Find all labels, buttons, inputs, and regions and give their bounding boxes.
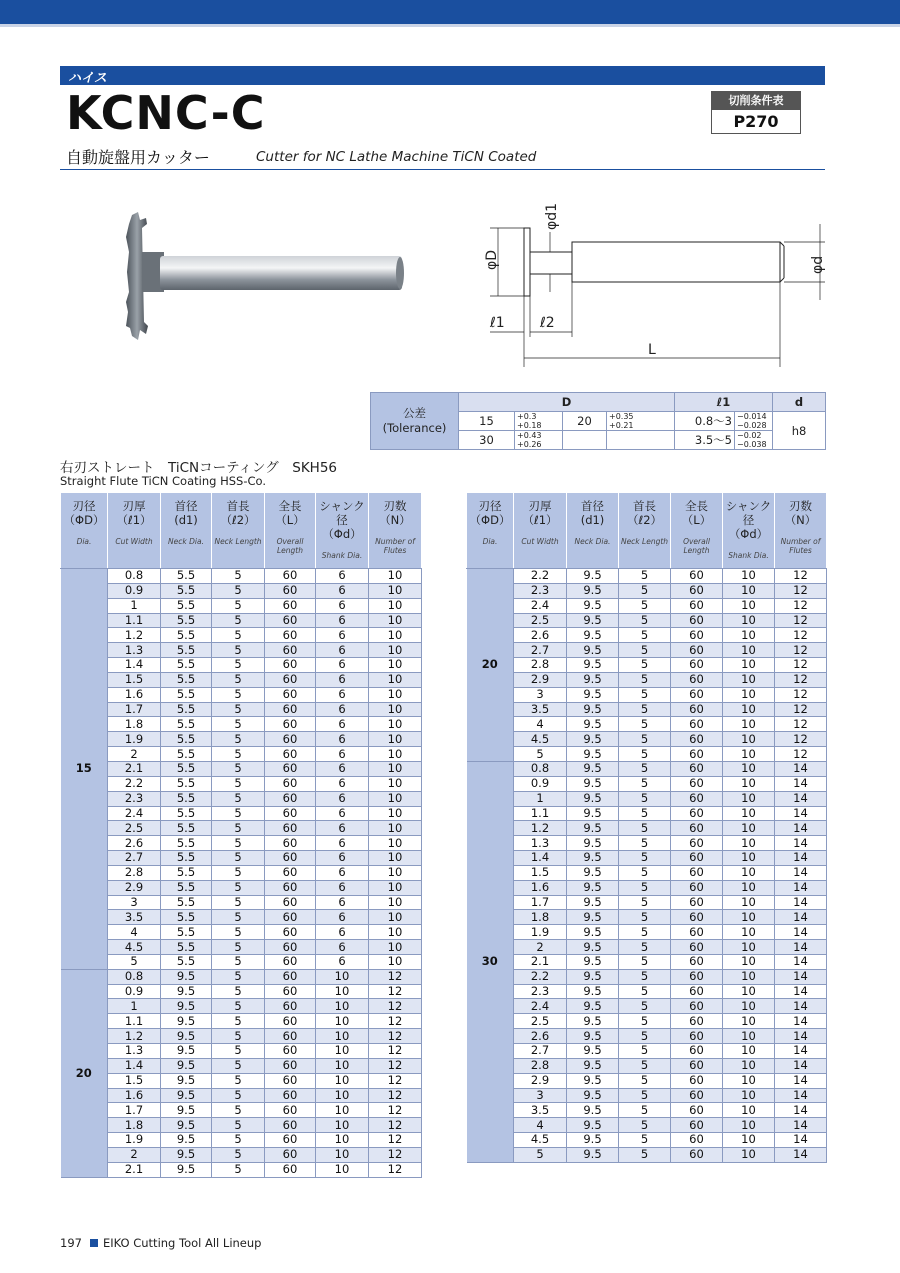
cut-width-cell: 5 [108, 954, 161, 969]
table-row: 1.5 9.5 5 60 10 12 [61, 1073, 422, 1088]
label-phi-d1: φd1 [544, 202, 560, 230]
table-row: 5 9.5 5 60 10 14 [467, 1147, 827, 1162]
table-row: 2.4 9.5 5 60 10 14 [467, 999, 827, 1014]
dia-cell: 15 [61, 569, 108, 970]
label-l2: ℓ2 [540, 315, 555, 331]
table-row: 1.8 5.5 5 60 6 10 [61, 717, 422, 732]
table-row: 2.3 9.5 5 60 10 14 [467, 984, 827, 999]
table-row: 2.7 9.5 5 60 10 14 [467, 1044, 827, 1059]
cut-width-cell: 0.8 [108, 969, 161, 984]
cutting-conditions-label: 切削条件表 [712, 92, 800, 110]
table-row: 1.3 9.5 5 60 10 12 [61, 1044, 422, 1059]
table-row: 1.4 9.5 5 60 10 12 [61, 1058, 422, 1073]
table-row: 2.5 9.5 5 60 10 14 [467, 1014, 827, 1029]
table-row: 2.7 9.5 5 60 10 12 [467, 643, 827, 658]
cut-width-cell: 1.9 [108, 732, 161, 747]
tool-drawing [470, 192, 830, 372]
cut-width-cell: 1.1 [108, 613, 161, 628]
cut-width-cell: 1.6 [514, 880, 567, 895]
page-number: 197 [60, 1236, 82, 1250]
table-row: 2.2 9.5 5 60 10 14 [467, 969, 827, 984]
cut-width-cell: 3.5 [514, 702, 567, 717]
table-row: 3.5 9.5 5 60 10 12 [467, 702, 827, 717]
table-row: 1.1 9.5 5 60 10 12 [61, 1014, 422, 1029]
table-row: 2 5.5 5 60 6 10 [61, 747, 422, 762]
cut-width-cell: 1 [514, 791, 567, 806]
table-row: 1.6 9.5 5 60 10 12 [61, 1088, 422, 1103]
tol-head-l1: ℓ1 [675, 393, 773, 412]
table-row: 2.4 9.5 5 60 10 12 [467, 598, 827, 613]
table-row: 1.3 5.5 5 60 6 10 [61, 643, 422, 658]
cut-width-cell: 2.7 [514, 1044, 567, 1059]
cut-width-cell: 1.8 [108, 1118, 161, 1133]
col-header: 首長 （ℓ2） Neck Length [212, 493, 265, 569]
cut-width-cell: 1.8 [514, 910, 567, 925]
tolerance-table: 公差 (Tolerance) D ℓ1 d 15 +0.3 +0.18 20 +0.35 +0.21 0.8〜3 −0.014 −0.028 h8 30 +0.43 +0.26 3.5〜5 −0.02 −0.038 [370, 392, 826, 450]
cut-width-cell: 1.9 [514, 925, 567, 940]
table-row: 20 2.2 9.5 5 60 10 12 [467, 569, 827, 584]
category-label: ハイス [68, 71, 107, 86]
table-row: 1.6 9.5 5 60 10 14 [467, 880, 827, 895]
cut-width-cell: 0.8 [514, 761, 567, 776]
model-title: KCNC-C [66, 86, 266, 140]
table-row: 1.2 5.5 5 60 6 10 [61, 628, 422, 643]
cut-width-cell: 1 [108, 598, 161, 613]
cut-width-cell: 1.4 [514, 851, 567, 866]
dia-cell: 20 [467, 569, 514, 762]
table-row: 1.8 9.5 5 60 10 12 [61, 1118, 422, 1133]
cut-width-cell: 2.4 [108, 806, 161, 821]
table-row: 2.2 5.5 5 60 6 10 [61, 776, 422, 791]
label-phi-d: φd [810, 255, 826, 274]
cut-width-cell: 5 [514, 1147, 567, 1162]
table-row: 1.7 9.5 5 60 10 14 [467, 895, 827, 910]
cut-width-cell: 1.2 [514, 821, 567, 836]
cut-width-cell: 2.5 [514, 613, 567, 628]
cutting-conditions-box[interactable] [711, 91, 801, 134]
table-row: 2.7 5.5 5 60 6 10 [61, 851, 422, 866]
table-row: 4 9.5 5 60 10 12 [467, 717, 827, 732]
table-row: 1.8 9.5 5 60 10 14 [467, 910, 827, 925]
cut-width-cell: 1.3 [108, 643, 161, 658]
cut-width-cell: 1.5 [108, 1073, 161, 1088]
tol-head-d: d [773, 393, 826, 412]
cut-width-cell: 3 [108, 895, 161, 910]
table-row: 2.9 9.5 5 60 10 14 [467, 1073, 827, 1088]
table-row: 15 0.8 5.5 5 60 6 10 [61, 569, 422, 584]
cut-width-cell: 1.2 [108, 1029, 161, 1044]
table-row: 2.6 9.5 5 60 10 14 [467, 1029, 827, 1044]
cut-width-cell: 2.8 [514, 658, 567, 673]
table-row: 2.5 9.5 5 60 10 12 [467, 613, 827, 628]
cut-width-cell: 2.3 [514, 583, 567, 598]
cut-width-cell: 2.2 [514, 969, 567, 984]
table-row: 2.4 5.5 5 60 6 10 [61, 806, 422, 821]
table-row: 4 9.5 5 60 10 14 [467, 1118, 827, 1133]
col-header: 刃厚 （ℓ1） Cut Width [514, 493, 567, 569]
cut-width-cell: 1.4 [108, 658, 161, 673]
table-row: 1.5 5.5 5 60 6 10 [61, 672, 422, 687]
cutting-conditions-page[interactable]: P270 [733, 112, 779, 131]
table-row: 4.5 9.5 5 60 10 14 [467, 1133, 827, 1148]
cut-width-cell: 1 [108, 999, 161, 1014]
table-row: 1.1 5.5 5 60 6 10 [61, 613, 422, 628]
subtitle-en: Cutter for NC Lathe Machine TiCN Coated [256, 149, 537, 165]
cut-width-cell: 3.5 [514, 1103, 567, 1118]
cut-width-cell: 2.2 [108, 776, 161, 791]
table-row: 4 5.5 5 60 6 10 [61, 925, 422, 940]
table-row: 4.5 9.5 5 60 10 12 [467, 732, 827, 747]
cut-width-cell: 4 [514, 1118, 567, 1133]
tolerance-label: 公差 (Tolerance) [371, 393, 459, 450]
cut-width-cell: 2 [108, 747, 161, 762]
footer [60, 1236, 261, 1250]
table-row: 2.8 9.5 5 60 10 12 [467, 658, 827, 673]
cut-width-cell: 3 [514, 1088, 567, 1103]
label-phi-D: φD [484, 249, 500, 270]
col-header: シャンク径 （Φd） Shank Dia. [723, 493, 775, 569]
cut-width-cell: 2.7 [108, 851, 161, 866]
cut-width-cell: 1.2 [108, 628, 161, 643]
col-header: 全長 （L） Overall Length [265, 493, 316, 569]
table-row: 2.5 5.5 5 60 6 10 [61, 821, 422, 836]
cut-width-cell: 4.5 [514, 732, 567, 747]
cut-width-cell: 2.6 [514, 628, 567, 643]
cut-width-cell: 2.4 [514, 999, 567, 1014]
table-row: 2 9.5 5 60 10 12 [61, 1147, 422, 1162]
table-row: 1.9 9.5 5 60 10 12 [61, 1133, 422, 1148]
table-row: 1 9.5 5 60 10 14 [467, 791, 827, 806]
table-row: 1.4 9.5 5 60 10 14 [467, 851, 827, 866]
table-row: 1 9.5 5 60 10 12 [61, 999, 422, 1014]
cut-width-cell: 2.6 [514, 1029, 567, 1044]
table-row: 2.3 9.5 5 60 10 12 [467, 583, 827, 598]
subtitle-jp: 自動旋盤用カッター [66, 148, 210, 167]
table-row: 3.5 9.5 5 60 10 14 [467, 1103, 827, 1118]
col-header: 首径 (d1) Neck Dia. [567, 493, 619, 569]
table-row: 2.6 5.5 5 60 6 10 [61, 836, 422, 851]
cut-width-cell: 2.5 [108, 821, 161, 836]
cut-width-cell: 2.3 [514, 984, 567, 999]
col-header: 刃数 （N） Number of Flutes [369, 493, 422, 569]
table-row: 1 5.5 5 60 6 10 [61, 598, 422, 613]
table-row: 20 0.8 9.5 5 60 10 12 [61, 969, 422, 984]
col-header: 刃径 （ΦD） Dia. [467, 493, 514, 569]
cut-width-cell: 0.9 [514, 776, 567, 791]
cut-width-cell: 2.4 [514, 598, 567, 613]
table-row: 1.9 9.5 5 60 10 14 [467, 925, 827, 940]
tool-photo [124, 212, 409, 342]
cut-width-cell: 2.9 [514, 1073, 567, 1088]
table-row: 2.8 5.5 5 60 6 10 [61, 865, 422, 880]
cut-width-cell: 1.1 [514, 806, 567, 821]
cut-width-cell: 2.7 [514, 643, 567, 658]
table-row: 1.7 5.5 5 60 6 10 [61, 702, 422, 717]
cut-width-cell: 1.7 [108, 702, 161, 717]
spec-en: Straight Flute TiCN Coating HSS-Co. [60, 474, 267, 488]
col-header: 刃厚 （ℓ1） Cut Width [108, 493, 161, 569]
table-row: 1.2 9.5 5 60 10 14 [467, 821, 827, 836]
table-row: 2.1 9.5 5 60 10 14 [467, 954, 827, 969]
cut-width-cell: 2.1 [108, 761, 161, 776]
cut-width-cell: 1.7 [108, 1103, 161, 1118]
dia-cell: 30 [467, 761, 514, 1162]
cut-width-cell: 2 [514, 940, 567, 955]
cut-width-cell: 2.6 [108, 836, 161, 851]
cut-width-cell: 1.5 [108, 672, 161, 687]
cut-width-cell: 0.9 [108, 984, 161, 999]
label-L: L [648, 342, 656, 358]
cut-width-cell: 0.9 [108, 583, 161, 598]
cut-width-cell: 2.8 [514, 1058, 567, 1073]
table-row: 1.6 5.5 5 60 6 10 [61, 687, 422, 702]
cut-width-cell: 3 [514, 687, 567, 702]
table-row: 1.3 9.5 5 60 10 14 [467, 836, 827, 851]
table-row: 5 5.5 5 60 6 10 [61, 954, 422, 969]
cut-width-cell: 0.8 [108, 569, 161, 584]
cut-width-cell: 1.7 [514, 895, 567, 910]
table-row: 4.5 5.5 5 60 6 10 [61, 940, 422, 955]
cut-width-cell: 1.9 [108, 1133, 161, 1148]
cut-width-cell: 4 [514, 717, 567, 732]
table-row: 2.9 5.5 5 60 6 10 [61, 880, 422, 895]
cut-width-cell: 5 [514, 747, 567, 762]
table-row: 0.9 9.5 5 60 10 12 [61, 984, 422, 999]
table-row: 3.5 5.5 5 60 6 10 [61, 910, 422, 925]
table-row: 3 9.5 5 60 10 14 [467, 1088, 827, 1103]
table-row: 3 5.5 5 60 6 10 [61, 895, 422, 910]
cut-width-cell: 1.3 [514, 836, 567, 851]
col-header: 首長 （ℓ2） Neck Length [619, 493, 671, 569]
table-row: 1.7 9.5 5 60 10 12 [61, 1103, 422, 1118]
table-row: 1.9 5.5 5 60 6 10 [61, 732, 422, 747]
table-row: 1.1 9.5 5 60 10 14 [467, 806, 827, 821]
dia-cell: 20 [61, 969, 108, 1177]
table-row: 2.1 5.5 5 60 6 10 [61, 761, 422, 776]
table-row: 30 0.8 9.5 5 60 10 14 [467, 761, 827, 776]
cut-width-cell: 2.3 [108, 791, 161, 806]
cut-width-cell: 2.1 [108, 1162, 161, 1177]
label-l1: ℓ1 [490, 315, 505, 331]
cut-width-cell: 1.5 [514, 865, 567, 880]
cut-width-cell: 2.2 [514, 569, 567, 584]
cut-width-cell: 1.6 [108, 687, 161, 702]
table-row: 2.8 9.5 5 60 10 14 [467, 1058, 827, 1073]
top-bar [0, 0, 900, 27]
spec-jp: 右刃ストレート TiCNコーティング SKH56 [60, 460, 338, 476]
table-row: 5 9.5 5 60 10 12 [467, 747, 827, 762]
table-row: 1.5 9.5 5 60 10 14 [467, 865, 827, 880]
cut-width-cell: 1.1 [108, 1014, 161, 1029]
right-size-table [466, 492, 827, 1163]
table-row: 3 9.5 5 60 10 12 [467, 687, 827, 702]
cut-width-cell: 4 [108, 925, 161, 940]
cut-width-cell: 1.4 [108, 1058, 161, 1073]
cut-width-cell: 2.9 [514, 672, 567, 687]
col-header: シャンク径 （Φd） Shank Dia. [316, 493, 369, 569]
table-row: 0.9 5.5 5 60 6 10 [61, 583, 422, 598]
tol-head-D: D [459, 393, 675, 412]
subtitle-underline [60, 169, 825, 170]
col-header: 刃径 （ΦD） Dia. [61, 493, 108, 569]
cut-width-cell: 2 [108, 1147, 161, 1162]
cut-width-cell: 4.5 [514, 1133, 567, 1148]
table-row: 2.1 9.5 5 60 10 12 [61, 1162, 422, 1177]
col-header: 刃数 （N） Number of Flutes [775, 493, 827, 569]
cut-width-cell: 4.5 [108, 940, 161, 955]
cut-width-cell: 1.3 [108, 1044, 161, 1059]
cut-width-cell: 2.1 [514, 954, 567, 969]
left-size-table [60, 492, 422, 1178]
cut-width-cell: 1.6 [108, 1088, 161, 1103]
tol-h8: h8 [773, 412, 826, 450]
table-row: 2.3 5.5 5 60 6 10 [61, 791, 422, 806]
table-row: 0.9 9.5 5 60 10 14 [467, 776, 827, 791]
table-row: 2.6 9.5 5 60 10 12 [467, 628, 827, 643]
cut-width-cell: 2.8 [108, 865, 161, 880]
col-header: 全長 （L） Overall Length [671, 493, 723, 569]
cut-width-cell: 2.9 [108, 880, 161, 895]
footer-text: EIKO Cutting Tool All Lineup [102, 1236, 262, 1250]
table-row: 2.9 9.5 5 60 10 12 [467, 672, 827, 687]
cut-width-cell: 2.5 [514, 1014, 567, 1029]
cut-width-cell: 3.5 [108, 910, 161, 925]
table-row: 2 9.5 5 60 10 14 [467, 940, 827, 955]
cut-width-cell: 1.8 [108, 717, 161, 732]
table-row: 1.2 9.5 5 60 10 12 [61, 1029, 422, 1044]
col-header: 首径 (d1) Neck Dia. [161, 493, 212, 569]
category-band [60, 66, 825, 85]
table-row: 1.4 5.5 5 60 6 10 [61, 658, 422, 673]
